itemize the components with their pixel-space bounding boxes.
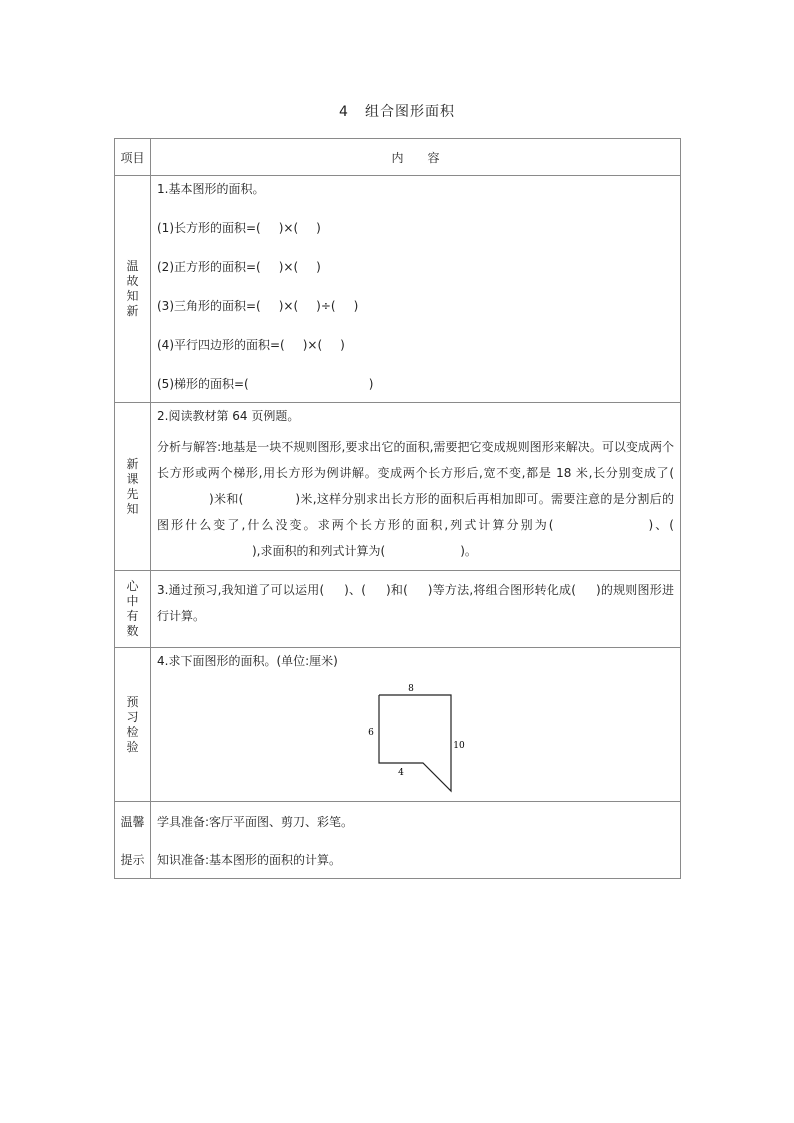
analysis-paragraph: 分析与解答:地基是一块不规则图形,要求出它的面积,需要把它变成规则图形来解决。可以变成两个长方形或两个梯形,用长方形为例讲解。变成两个长方形后,宽不变,都是 18 米,长分别变成了()米和( )米,这样分别求出长方形的面积后再相加即可。需要注意的是分割后的图形什么变了,什么没变。求两个长方形的面积,列式计算分别为( )、(),求面积的和列式计算为( )。 xyxy=(157,440,675,558)
tips-label-2: 提示 xyxy=(120,852,145,867)
review-label: 温故知新 xyxy=(126,259,139,318)
tips-line-2: 知识准备:基本图形的面积的计算。 xyxy=(151,840,681,879)
newlesson-row xyxy=(115,403,681,571)
tips-line-1: 学具准备:客厅平面图、剪刀、彩笔。 xyxy=(151,802,681,841)
newlesson-content xyxy=(151,403,681,571)
section-number: 4 xyxy=(339,104,349,120)
composite-shape-diagram xyxy=(359,677,469,793)
check-label-cell xyxy=(115,648,151,802)
dim-right: 10 xyxy=(453,741,465,751)
check-content xyxy=(151,648,681,802)
newlesson-label: 新课先知 xyxy=(126,456,139,516)
review-content xyxy=(151,176,681,403)
title-text: 组合图形面积 xyxy=(364,104,455,120)
review-row xyxy=(115,176,681,403)
review-heading: 1.基本图形的面积。 xyxy=(157,182,265,196)
newlesson-heading: 2.阅读教材第 64 页例题。 xyxy=(157,409,300,423)
square-formula: (2)正方形的面积=( )×( ) xyxy=(157,260,321,274)
tips-row-1 xyxy=(115,802,681,841)
tips-row-2 xyxy=(115,840,681,879)
summary-row xyxy=(115,571,681,648)
review-label-cell xyxy=(115,176,151,403)
dim-bottom: 4 xyxy=(398,768,404,778)
page-title xyxy=(0,101,794,121)
tips-label-cell-1 xyxy=(115,802,151,841)
summary-content xyxy=(151,571,681,648)
header-content: 内 容 xyxy=(151,139,681,176)
worksheet-table xyxy=(114,138,681,879)
dim-top: 8 xyxy=(408,684,414,694)
dim-left: 6 xyxy=(368,728,374,738)
figure-outline xyxy=(379,695,451,791)
newlesson-label-cell xyxy=(115,403,151,571)
header-row xyxy=(115,139,681,176)
summary-label: 心中有数 xyxy=(126,579,139,638)
triangle-formula: (3)三角形的面积=( )×( )÷( ) xyxy=(157,299,359,313)
check-label: 预习检验 xyxy=(126,694,139,754)
header-item: 项目 xyxy=(115,139,151,176)
trapezoid-formula: (5)梯形的面积=( ) xyxy=(157,377,374,391)
check-row xyxy=(115,648,681,802)
summary-label-cell xyxy=(115,571,151,648)
summary-text: 3.通过预习,我知道了可以运用( )、( )和( )等方法,将组合图形转化成( )的规则图形进行计算。 xyxy=(157,583,674,623)
parallelogram-formula: (4)平行四边形的面积=( )×( ) xyxy=(157,338,345,352)
tips-label-cell-2 xyxy=(115,840,151,879)
rect-formula: (1)长方形的面积=( )×( ) xyxy=(157,221,321,235)
composite-figure xyxy=(157,675,674,795)
tips-label-1: 温馨 xyxy=(120,814,145,829)
check-heading: 4.求下面图形的面积。(单位:厘米) xyxy=(157,654,338,668)
